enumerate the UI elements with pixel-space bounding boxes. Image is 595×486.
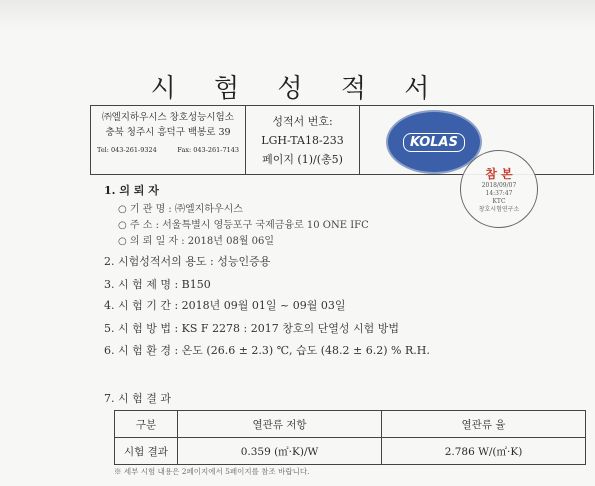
stamp-title: 참 본 [485, 167, 513, 181]
issuer-address: 충북 청주시 흥덕구 백봉로 39 [105, 127, 231, 138]
u-value: 2.786 W/(㎡·K) [382, 438, 586, 465]
stamp-date: 2018/09/07 [481, 182, 517, 189]
page-indicator: 페이지 (1)/(총5) [262, 153, 343, 166]
report-number-label: 성적서 번호: [272, 115, 333, 128]
issuer-name: ㈜엘지하우시스 창호성능시험소 [102, 112, 234, 123]
requester-org: ○ 기 관 명 : ㈜엘지하우시스 [118, 204, 243, 215]
scan-shadow [0, 0, 595, 30]
issuer-fax: Fax: 043-261-7143 [177, 146, 239, 154]
table-row [115, 438, 586, 465]
accreditation-cell [360, 106, 593, 213]
requester-address: ○ 주 소 : 서울특별시 영등포구 국제금융로 10 ONE IFC [118, 220, 369, 231]
section-product: 3. 시 험 제 명 : B150 [104, 278, 211, 291]
section-results: 7. 시 험 결 과 [104, 392, 171, 405]
thermal-resistance-value: 0.359 (㎡·K)/W [178, 438, 382, 465]
issuer-tel: Tel: 043-261-9324 [97, 146, 157, 154]
section-requester: 1. 의 뢰 자 [104, 184, 159, 197]
report-info-cell [246, 106, 360, 174]
footnote: ※ 세부 시험 내용은 2페이지에서 5페이지를 참조 바랍니다. [114, 467, 310, 476]
kolas-logo-text: KOLAS [403, 133, 465, 152]
section-environment: 6. 시 험 환 경 : 온도 (26.6 ± 2.3) ℃, 습도 (48.2 ± 6.2) % R.H. [104, 344, 430, 357]
col-category: 구분 [115, 411, 178, 438]
row-label: 시험 결과 [115, 438, 178, 465]
stamp-org: 창호시험연구소 [478, 206, 520, 213]
document-title: 시 험 성 적 서 [150, 74, 445, 104]
stamp-code: KTC [492, 198, 506, 205]
stamp-time: 14:37:47 [485, 190, 513, 197]
issuer-cell [91, 106, 246, 174]
section-purpose: 2. 시험성적서의 용도 : 성능인증용 [104, 255, 271, 268]
report-number: LGH-TA18-233 [261, 134, 344, 147]
request-date: ○ 의 뢰 일 자 : 2018년 08월 06일 [118, 236, 275, 247]
col-u-value: 열관류 율 [382, 411, 586, 438]
section-period: 4. 시 험 기 간 : 2018년 09월 01일 ~ 09월 03일 [104, 299, 346, 312]
section-method: 5. 시 험 방 법 : KS F 2278 : 2017 창호의 단열성 시험 방법 [104, 322, 399, 335]
results-table [114, 410, 586, 465]
certified-copy-stamp [460, 150, 538, 228]
table-header-row [115, 411, 586, 438]
col-thermal-resistance: 열관류 저항 [178, 411, 382, 438]
